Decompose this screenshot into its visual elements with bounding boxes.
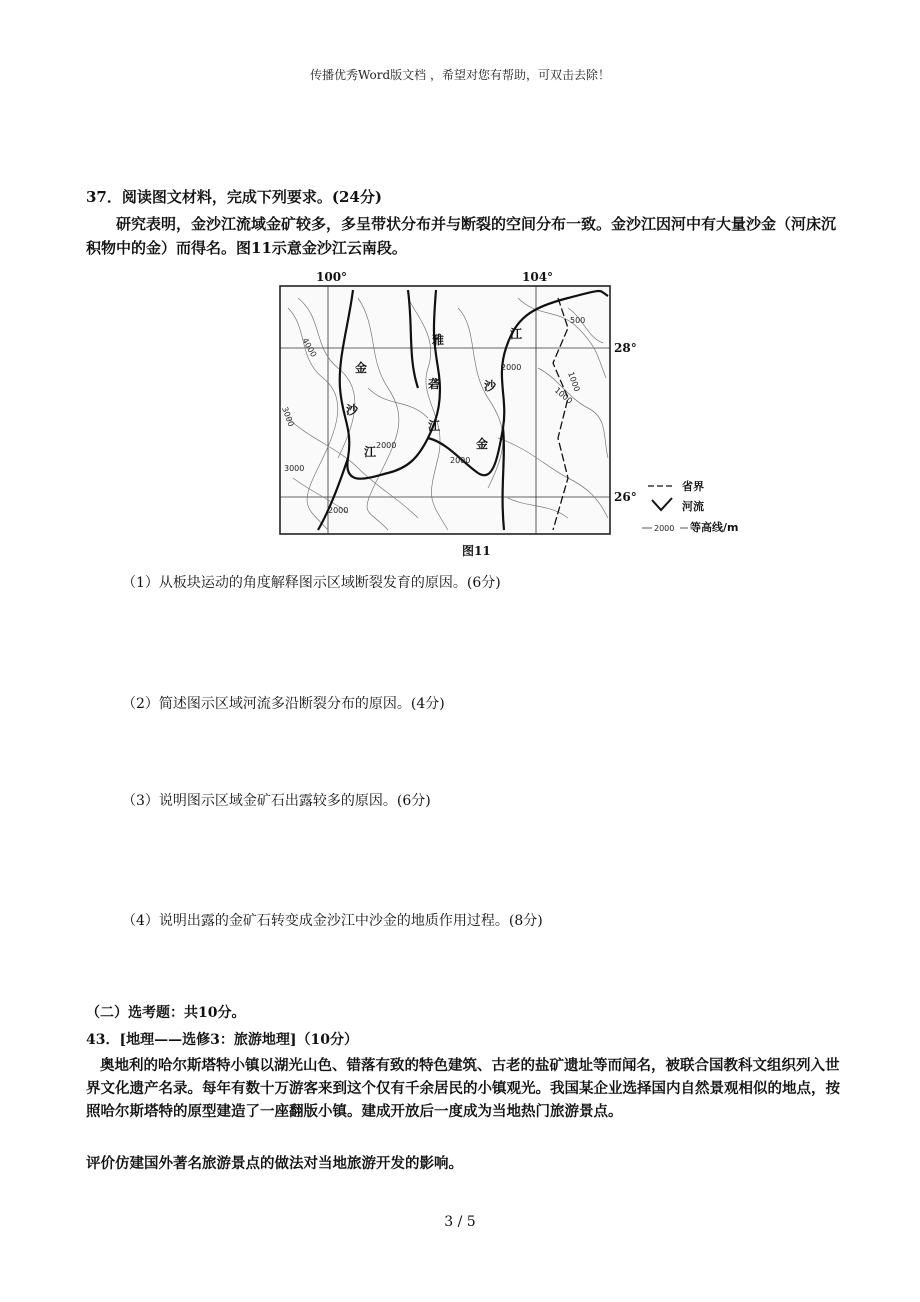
figure-11-map xyxy=(268,268,768,568)
river-name-char: 沙 xyxy=(484,379,497,393)
legend-river-icon xyxy=(652,498,672,510)
jinsha-river-map xyxy=(268,268,768,568)
page-header-note: 传播优秀Word版文档 ，希望对您有帮助，可双击去除！ xyxy=(310,68,610,82)
legend-contour-sample: 2000 xyxy=(654,524,675,533)
contour-label: 1000 xyxy=(552,385,575,406)
contour-label: 2000 xyxy=(501,363,522,372)
lon-label-104: 104° xyxy=(522,270,554,284)
sub-question-2: （2）简述图示区域河流多沿断裂分布的原因。(4分) xyxy=(122,696,445,712)
river-name-char: 江 xyxy=(428,419,441,433)
river-name-char: 江 xyxy=(364,445,377,459)
contour-label: 3000 xyxy=(284,464,305,473)
river-name-char: 砻 xyxy=(428,377,441,391)
question-37-title: 37．阅读图文材料，完成下列要求。(24分) xyxy=(86,188,382,206)
river-name-char: 金 xyxy=(476,437,489,451)
section-2-heading: （二）选考题：共10分。 xyxy=(86,1005,246,1021)
contour-label: 2000 xyxy=(450,456,471,465)
river-name-char: 雅 xyxy=(432,333,445,347)
legend-label: 等高线/m xyxy=(690,521,739,534)
question-43-material: 奥地利的哈尔斯塔特小镇以湖光山色、错落有致的特色建筑、古老的盐矿遗址等而闻名，被联合国教科文组织列入世界文化遗产名录。每年有数十万游客来到这个仅有千余居民的小镇观光。我国某企业选择国内自然景观相似的地点，按照哈尔斯塔特的原型建造了一座翻版小镇。建成开放后一度成为当地热门旅游景点。 xyxy=(86,1057,840,1120)
lat-label-28: 28° xyxy=(614,341,637,355)
contour-label: 2000 xyxy=(376,441,397,450)
legend-label: 省界 xyxy=(682,480,704,493)
tributary-south xyxy=(503,428,504,530)
sub-question-3: （3）说明图示区域金矿石出露较多的原因。(6分) xyxy=(122,793,431,809)
figure-caption: 图11 xyxy=(462,544,491,558)
contour-label: 3000 xyxy=(280,405,296,428)
river-name-char: 沙 xyxy=(346,403,359,417)
question-43-title: 43．[地理——选修3：旅游地理]（10分） xyxy=(86,1032,358,1048)
page-number: 3 / 5 xyxy=(444,1214,476,1230)
map-legend xyxy=(642,479,738,534)
sub-question-4: （4）说明出露的金矿石转变成金沙江中沙金的地质作用过程。(8分) xyxy=(122,913,543,929)
question-37-material: 研究表明，金沙江流域金矿较多，多呈带状分布并与断裂的空间分布一致。金沙江因河中有大量沙金（河床沉积物中的金）而得名。图11示意金沙江云南段。 xyxy=(86,215,837,257)
contour-label: 2000 xyxy=(328,506,349,515)
question-43-task: 评价仿建国外著名旅游景点的做法对当地旅游开发的影响。 xyxy=(86,1155,463,1172)
contour-label: 500 xyxy=(570,316,586,325)
contour-label: 4000 xyxy=(300,336,319,359)
river-name-char: 江 xyxy=(510,327,523,341)
contour-label: 1000 xyxy=(566,370,582,393)
legend-label: 河流 xyxy=(682,500,704,513)
lon-label-100: 100° xyxy=(316,270,348,284)
river-name-char: 金 xyxy=(355,361,368,375)
sub-question-1: （1）从板块运动的角度解释图示区域断裂发育的原因。(6分) xyxy=(122,575,501,591)
lat-label-26: 26° xyxy=(614,490,637,504)
